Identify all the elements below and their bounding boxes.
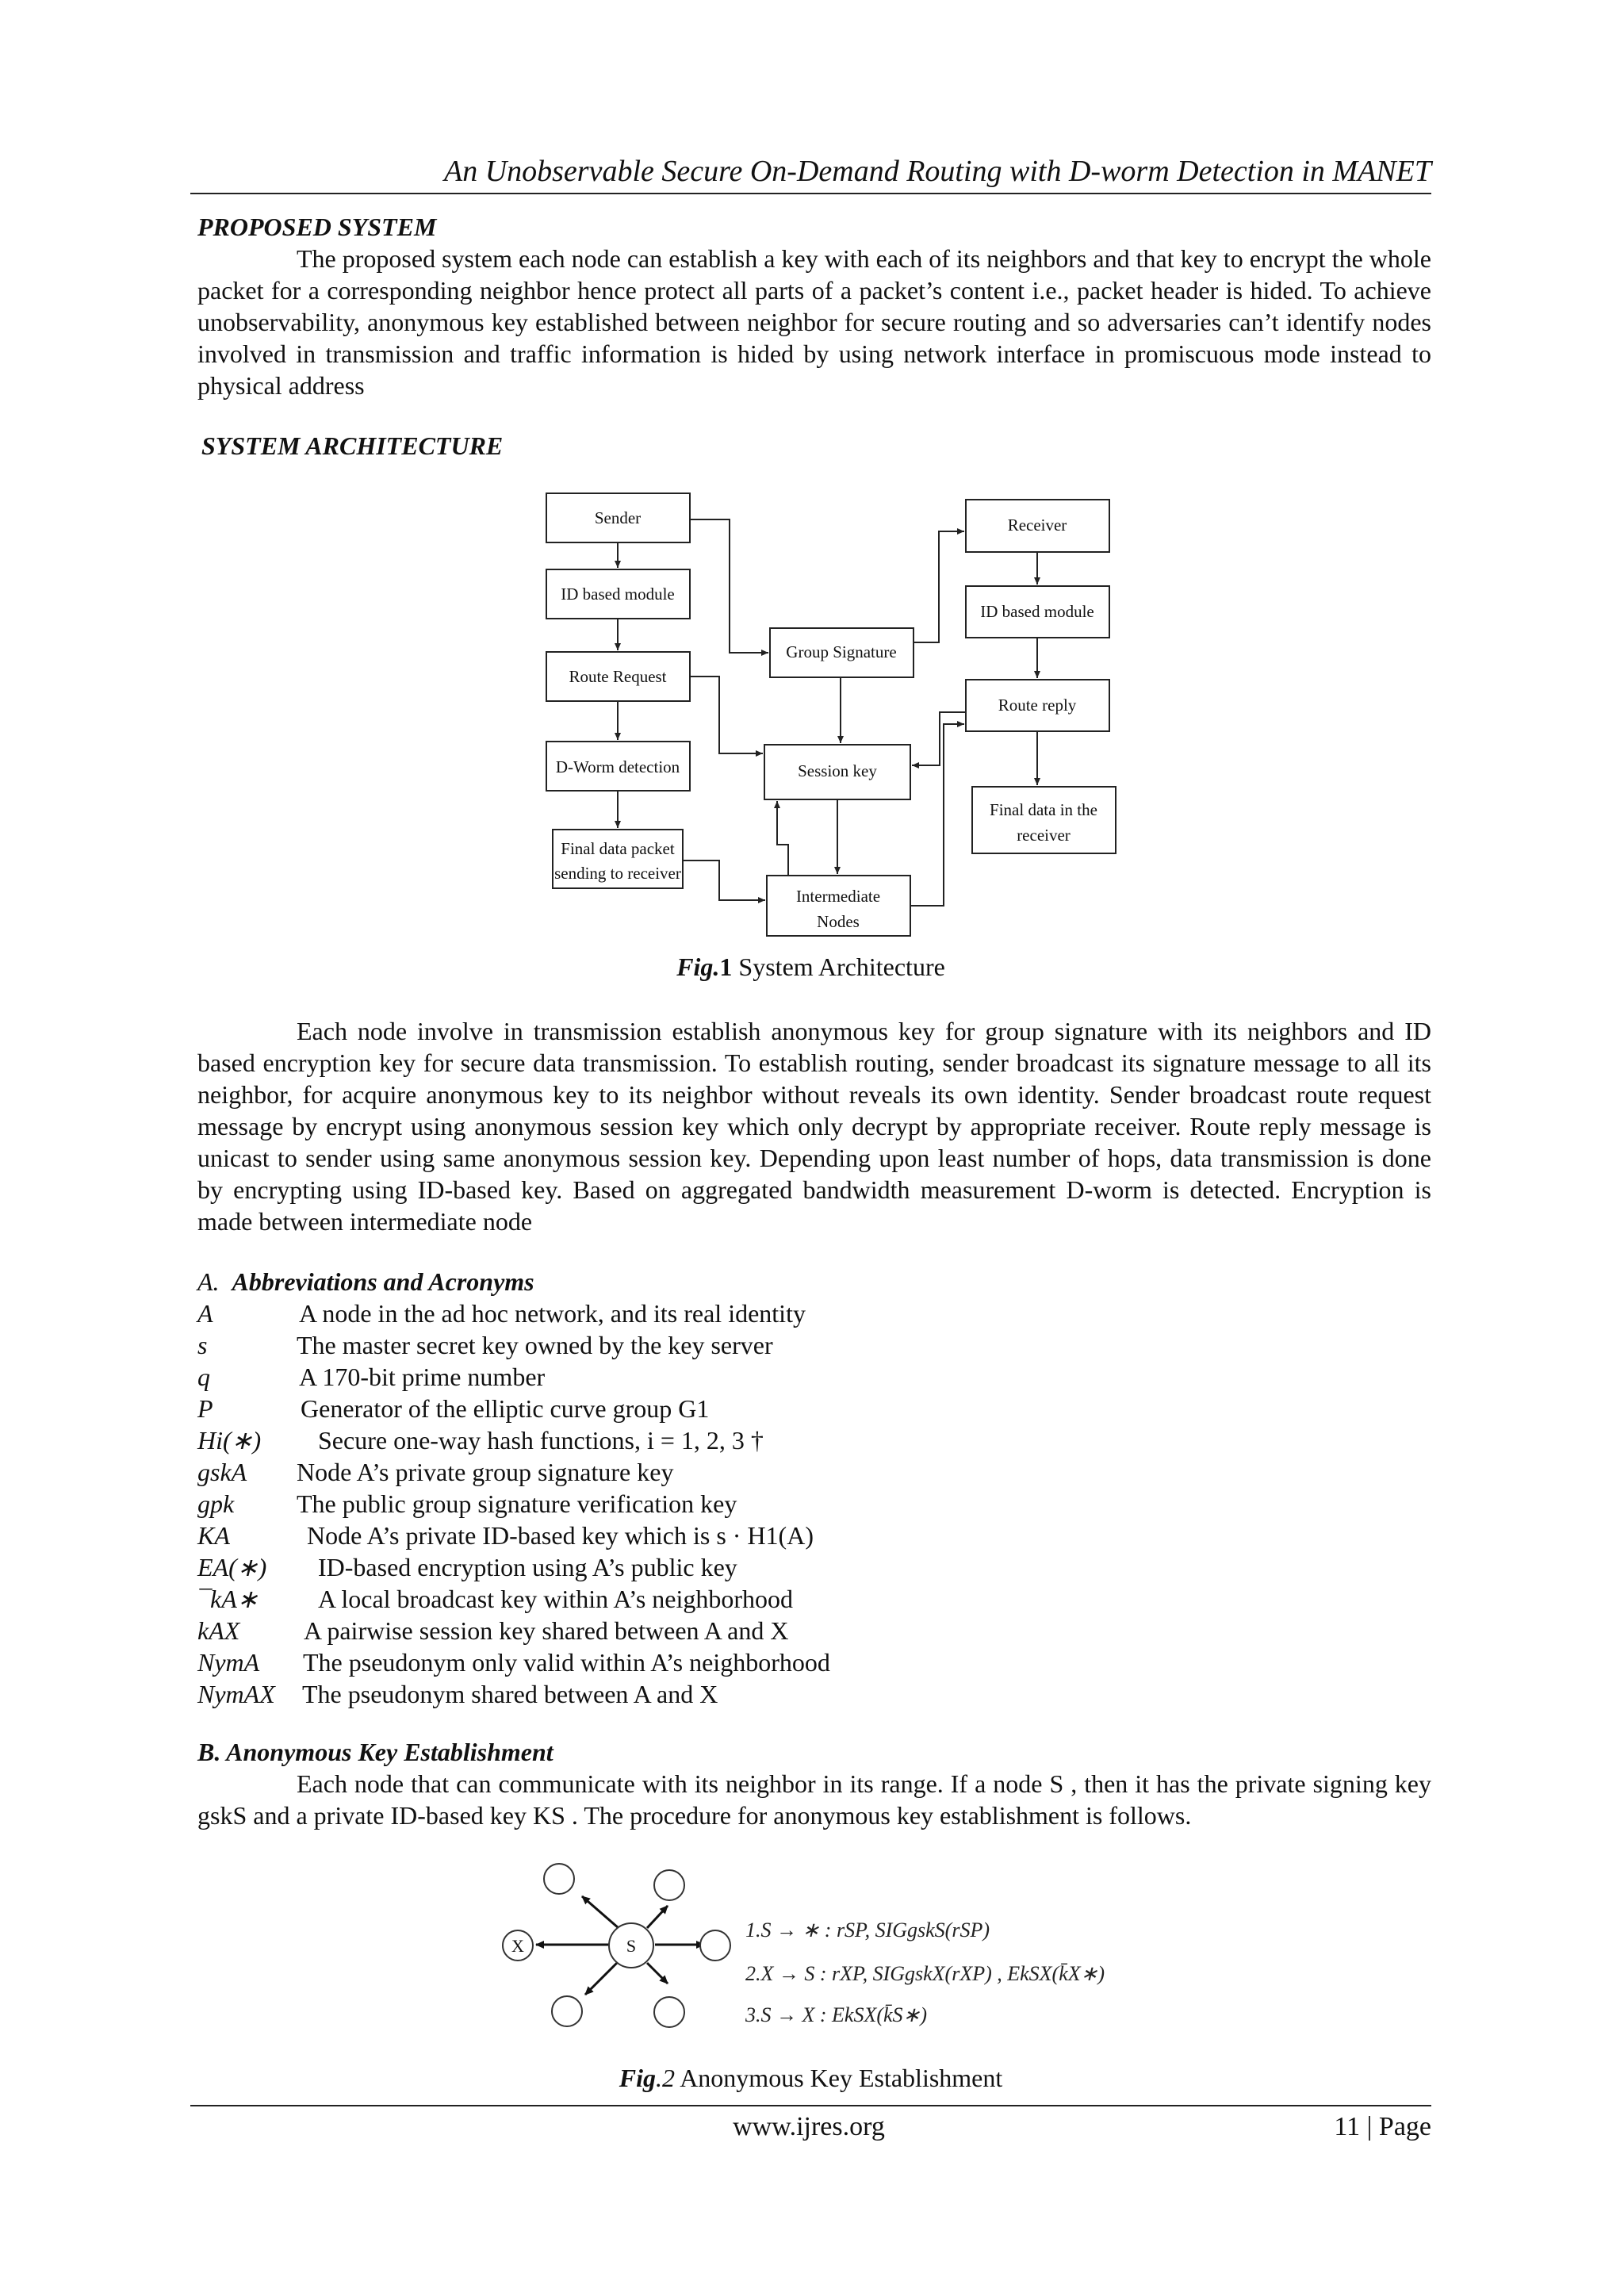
abbr-row (197, 1488, 1149, 1520)
abbr-value: The pseudonym shared between A and X (302, 1680, 718, 1708)
abbr-row (197, 1583, 1149, 1615)
arrow-groupsig-receiver (914, 531, 964, 642)
footer-site: www.ijres.org (733, 2112, 885, 2141)
abbr-key: EA(∗) (197, 1553, 267, 1581)
fig2-caption (190, 2062, 1431, 2094)
abbr-row (197, 1456, 1149, 1488)
abbreviations-heading (197, 1266, 534, 1297)
abbr-row (197, 1329, 1149, 1361)
abbr-key: A (197, 1299, 213, 1328)
label-final-packet-1: Final data packet (561, 839, 675, 858)
abbr-row (197, 1678, 1149, 1710)
arrow-inter-session (777, 801, 788, 876)
fig1-text: System Architecture (732, 953, 945, 981)
fig2-step-1: 1.S → ∗ : rSP, SIGgskS(rSP) (745, 1918, 990, 1941)
anon-key-paragraph (197, 1768, 1431, 1831)
node-right (700, 1930, 730, 1961)
label-id-right: ID based module (980, 602, 1094, 621)
fig1-num: 1 (719, 953, 733, 981)
label-session-key: Session key (798, 761, 877, 780)
node-bottom-left (552, 1996, 582, 2026)
section-heading-anon-key: B. Anonymous Key Establishment (197, 1738, 553, 1766)
node-s-label: S (626, 1936, 637, 1956)
arrow-s-topright (647, 1906, 668, 1928)
label-final-recv-1: Final data in the (990, 800, 1097, 819)
node-bottom-right (654, 1997, 684, 2027)
abbr-key: Hi(∗) (197, 1426, 262, 1455)
arrow-sender-groupsig (690, 519, 768, 653)
node-top-right (654, 1870, 684, 1900)
abbr-row (197, 1361, 1149, 1393)
abbr-key: gpk (197, 1489, 235, 1518)
abbr-row (197, 1393, 1149, 1424)
abbr-label: A. (197, 1267, 220, 1296)
fig1-caption (190, 951, 1431, 983)
abbr-heading: Abbreviations and Acronyms (232, 1267, 534, 1296)
label-sender: Sender (594, 508, 642, 527)
abbr-value: Secure one-way hash functions, i = 1, 2, 3 † (318, 1426, 764, 1455)
abbr-value: Generator of the elliptic curve group G1 (301, 1394, 710, 1423)
abbr-value: A local broadcast key within A’s neighborhood (318, 1585, 794, 1613)
arrow-inter-reply (910, 724, 964, 906)
abbr-key: s (197, 1331, 208, 1359)
header-rule (190, 193, 1431, 194)
running-header: An Unobservable Secure On-Demand Routing with D-worm Detection in MANET (443, 155, 1431, 188)
arrow-s-bottomleft (585, 1963, 617, 1995)
arrow-final-inter (683, 861, 765, 900)
fig2-text: Anonymous Key Establishment (674, 2064, 1003, 2092)
abbr-value: The public group signature verification key (297, 1489, 737, 1518)
architecture-body: Each node involve in transmission establish anonymous key for group signature with its neighbors and ID based encryption key for secure data transmission. To establish routing, sender broadcast its signature message to all its neighbor, for acquire anonymous key to its neighbor without reveals its own identity. Sender broadcast route request message by encrypt using anonymous session key which only decrypt by appropriate receiver. Route reply message is unicast to sender using same anonymous session key. Depending upon least number of hops, data transmission is done by encrypting using ID-based key. Based on aggregated bandwidth measurement D-worm is detected. Encryption is made between intermediate node (197, 1017, 1431, 1236)
section-heading-proposed: PROPOSED SYSTEM (197, 213, 437, 241)
proposed-body: The proposed system each node can establish a key with each of its neighbors and that key to encrypt the whole packet for a corresponding neighbor hence protect all parts of a packet’s content i.e., packet header is hided. To achieve unobservability, anonymous key established between neighbor for secure routing and so adversaries can’t identify nodes involved in transmission and traffic information is hided by using network interface in promiscuous mode instead to physical address (197, 244, 1431, 400)
abbr-value: A node in the ad hoc network, and its real identity (299, 1299, 806, 1328)
abbr-value: Node A’s private ID-based key which is s · H1(A) (307, 1521, 814, 1550)
footer-page: 11 | Page (1334, 2112, 1431, 2141)
abbr-value: A pairwise session key shared between A and X (304, 1616, 789, 1645)
node-x-label: X (511, 1936, 524, 1956)
fig1-label: Fig. (676, 953, 720, 981)
architecture-paragraph (197, 1015, 1431, 1237)
fig2-num: .2 (655, 2064, 675, 2092)
arrow-s-topleft (582, 1896, 619, 1928)
label-dworm: D-Worm detection (555, 757, 680, 776)
abbr-value: The pseudonym only valid within A’s neighborhood (303, 1648, 830, 1677)
node-top-left (544, 1864, 574, 1894)
abbr-key: NymA (197, 1648, 260, 1677)
abbr-value: ID-based encryption using A’s public key (318, 1553, 737, 1581)
abbr-row (197, 1551, 1149, 1583)
fig2-label: Fig (619, 2064, 656, 2092)
label-final-recv-2: receiver (1017, 826, 1071, 845)
abbr-row (197, 1297, 1149, 1329)
abbr-row (197, 1615, 1149, 1646)
section-heading-architecture: SYSTEM ARCHITECTURE (201, 431, 504, 460)
proposed-paragraph (197, 243, 1431, 401)
abbr-key: P (197, 1394, 213, 1423)
abbr-key: kAX (197, 1616, 240, 1645)
label-intermediate-1: Intermediate (795, 887, 881, 906)
footer-rule (190, 2105, 1431, 2106)
label-route-request: Route Request (569, 667, 667, 686)
fig2-step-2: 2.X → S : rXP, SIGgskX(rXP) , EkSX(k̄X∗) (745, 1962, 1105, 1985)
arrow-route-session (690, 677, 763, 753)
label-group-sig: Group Signature (786, 642, 897, 661)
abbr-key: gskA (197, 1458, 247, 1486)
label-final-packet-2: sending to receiver (554, 864, 681, 883)
abbr-key: q (197, 1363, 210, 1391)
label-id-left: ID based module (561, 585, 675, 604)
abbr-key: ¯kA∗ (197, 1585, 259, 1613)
label-intermediate-2: Nodes (817, 912, 860, 931)
abbr-key: NymAX (197, 1680, 275, 1708)
system-architecture-diagram (539, 484, 1126, 940)
abbr-row (197, 1646, 1149, 1678)
abbr-key: KA (197, 1521, 230, 1550)
abbr-row (197, 1424, 1149, 1456)
abbr-value: The master secret key owned by the key server (297, 1331, 773, 1359)
anon-key-body: Each node that can communicate with its neighbor in its range. If a node S , then it has the private signing key gskS and a private ID-based key KS . The procedure for anonymous key establishment is follows. (197, 1769, 1431, 1830)
arrow-s-bottomright (647, 1963, 668, 1984)
anonymous-key-diagram (492, 1860, 1150, 2042)
label-receiver: Receiver (1007, 516, 1067, 535)
arrow-reply-session (912, 712, 966, 765)
abbr-value: A 170-bit prime number (299, 1363, 546, 1391)
abbr-value: Node A’s private group signature key (297, 1458, 674, 1486)
abbr-row (197, 1520, 1149, 1551)
label-route-reply: Route reply (998, 696, 1077, 715)
fig2-step-3: 3.S → X : EkSX(k̄S∗) (745, 2003, 927, 2026)
